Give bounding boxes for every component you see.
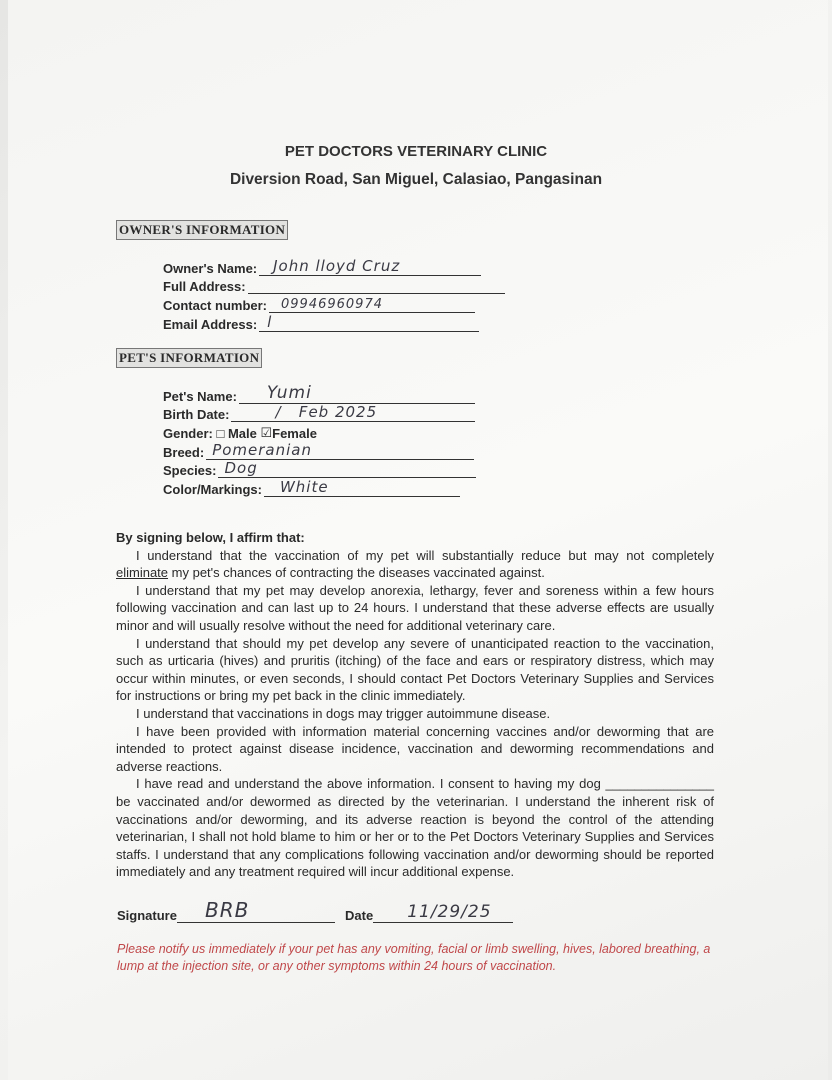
- owner-name-value: John lloyd Cruz: [273, 257, 401, 275]
- owner-section-title: OWNER'S INFORMATION: [116, 220, 288, 240]
- notice-text: Please notify us immediately if your pet has any vomiting, facial or limb swelling, hives, labored breathing, a lump at the injection site, or any other symptoms within 24 hours of vaccination.: [117, 942, 711, 973]
- field-label: Contact number:: [163, 298, 267, 313]
- male-label: Male: [227, 426, 257, 441]
- field-label: Breed:: [163, 445, 205, 460]
- consent-heading: By signing below, I affirm that:: [116, 530, 305, 545]
- field-label: Species:: [163, 463, 217, 478]
- consent-paragraph: I have been provided with information material concerning vaccines and/or deworming that are intended to protect against disease incidence, vaccination and deworming recommendations and adverse reactions.: [116, 723, 714, 774]
- species-value: Dog: [224, 459, 258, 477]
- color-value: White: [279, 478, 329, 496]
- underlined-word: eliminate: [116, 565, 169, 581]
- full-address-field[interactable]: [163, 276, 505, 294]
- date-field[interactable]: [345, 902, 513, 923]
- female-label: Female: [272, 426, 317, 441]
- breed-field[interactable]: [163, 442, 474, 460]
- signature-field[interactable]: [117, 898, 335, 923]
- breed-value: Pomeranian: [212, 441, 312, 459]
- female-checkbox-checked[interactable]: ☑: [260, 425, 273, 440]
- pet-name-value: Yumi: [266, 383, 312, 403]
- pet-section-title: PET'S INFORMATION: [116, 348, 262, 368]
- male-checkbox[interactable]: □: [216, 426, 225, 441]
- field-label: Full Address:: [163, 279, 246, 294]
- date-value: 11/29/25: [407, 902, 492, 922]
- species-field[interactable]: [163, 460, 476, 478]
- contact-number-value: 09946960974: [281, 297, 383, 312]
- birth-date-field[interactable]: [163, 404, 475, 422]
- field-label: Color/Markings:: [163, 482, 262, 497]
- field-label: Email Address:: [163, 317, 258, 332]
- pet-name-field[interactable]: [163, 383, 475, 404]
- text: my pet's chances of contracting the diseases vaccinated against.: [168, 565, 545, 581]
- consent-paragraph: I understand that vaccinations in dogs may trigger autoimmune disease.: [136, 705, 551, 721]
- owner-name-field[interactable]: [163, 258, 481, 276]
- field-label: Owner's Name:: [163, 261, 258, 276]
- text: I understand that the vaccination of my pet will substantially reduce but may not completely: [136, 547, 714, 563]
- field-label: Date: [345, 908, 374, 923]
- field-label: Gender:: [163, 426, 213, 441]
- consent-paragraph: I have read and understand the above information. I consent to having my dog _______________ be vaccinated and/or dewormed as directed by the veterinarian. I understand the inherent risk of vaccinations and/or deworming, and its adverse reaction is beyond the control of the attending veterinarian, I shall not hold blame to him or her or to the Pet Doctors Veterinary Supplies and Services staffs. I understand that any complications following vaccination and/or deworming should be reported immediately and any treatment required will incur additional expense.: [116, 776, 714, 880]
- contact-number-field[interactable]: [163, 295, 475, 313]
- birth-date-value: / Feb 2025: [275, 403, 378, 421]
- clinic-address: Diversion Road, San Miguel, Calasiao, Pangasinan: [229, 171, 603, 188]
- color-markings-field[interactable]: [163, 479, 460, 497]
- email-field[interactable]: [163, 314, 479, 332]
- consent-text: [116, 529, 714, 881]
- consent-paragraph: I understand that my pet may develop anorexia, lethargy, fever and soreness within a few hours following vaccination and can last up to 24 hours. I understand that these adverse effects are usually minor and will usually resolve without the need for additional veterinary care.: [116, 582, 714, 633]
- field-label: Pet's Name:: [163, 389, 237, 404]
- field-label: Birth Date:: [163, 407, 230, 422]
- clinic-name: PET DOCTORS VETERINARY CLINIC: [284, 143, 548, 160]
- gender-field[interactable]: [163, 423, 317, 441]
- signature-value: BRB: [204, 898, 250, 922]
- field-label: Signature: [117, 908, 177, 923]
- consent-paragraph: [116, 547, 714, 582]
- consent-paragraph: I understand that should my pet develop any severe of unanticipated reaction to the vaccination, such as urticaria (hives) and pruritis (itching) of the face and ears or respiratory distress, which may occur within minutes, or even seconds, I should contact Pet Doctors Veterinary Supplies and Services for instructions or bring my pet back in the clinic immediately.: [116, 635, 714, 704]
- email-value: l: [267, 313, 273, 331]
